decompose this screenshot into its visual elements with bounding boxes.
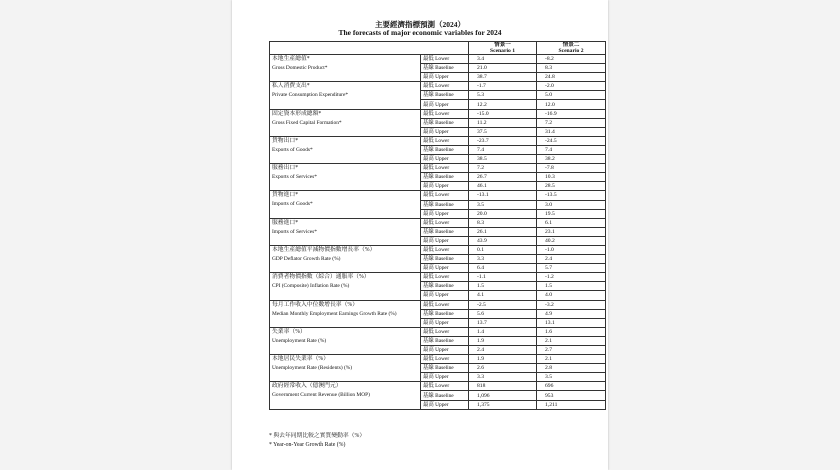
scenario1-value: 5.3 — [469, 91, 537, 100]
scenario1-value: -15.0 — [469, 109, 537, 118]
scenario2-value: -1.0 — [537, 245, 606, 254]
variable-cell — [270, 136, 421, 163]
variable-name-en: Unemployment Rate (Residents) (%) — [272, 365, 353, 372]
table-row — [270, 218, 606, 227]
variable-name-cn: 貨物進口* — [272, 192, 299, 199]
scenario1-value: 20.0 — [469, 209, 537, 218]
variable-name-en: Private Consumption Expenditure* — [272, 92, 349, 99]
table-row — [270, 55, 606, 64]
level-label: 最低 Lower — [421, 300, 469, 309]
page-title-cn: 主要經濟指標預測（2024） — [375, 20, 465, 29]
scenario2-value: 19.5 — [537, 209, 606, 218]
footnote-cn: * 與去年同期比較之實質變動率（%） — [269, 433, 366, 439]
table-row — [270, 82, 606, 91]
scenario1-value: 21.0 — [469, 64, 537, 73]
level-label: 最低 Lower — [421, 191, 469, 200]
variable-cell — [270, 245, 421, 272]
variable-name-cn: 貨物出口* — [272, 137, 299, 144]
variable-name-cn: 固定資本形成總額* — [272, 110, 322, 117]
variable-cell — [270, 164, 421, 191]
variable-name-cn: 服務出口* — [272, 165, 299, 172]
level-label: 基線 Baseline — [421, 173, 469, 182]
document-page — [232, 0, 608, 470]
scenario1-value: 11.2 — [469, 118, 537, 127]
level-label: 最高 Upper — [421, 346, 469, 355]
level-label: 最低 Lower — [421, 273, 469, 282]
scenario2-value: 1,211 — [537, 400, 606, 409]
scenario2-value: -13.5 — [537, 191, 606, 200]
level-label: 最高 Upper — [421, 155, 469, 164]
footnotes — [269, 432, 365, 450]
table-row — [270, 164, 606, 173]
level-label: 基線 Baseline — [421, 200, 469, 209]
variable-cell — [270, 109, 421, 136]
variable-name-cn: 每月工作收入中位數增長率（%） — [272, 301, 358, 308]
level-label: 最低 Lower — [421, 355, 469, 364]
level-label: 最低 Lower — [421, 327, 469, 336]
level-label: 最低 Lower — [421, 82, 469, 91]
table-row — [270, 327, 606, 336]
scenario1-value: 2.4 — [469, 346, 537, 355]
variable-cell — [270, 273, 421, 300]
scenario1-value: 38.7 — [469, 73, 537, 82]
scenario1-value: 3.3 — [469, 373, 537, 382]
footnote-en: * Year-on-Year Growth Rate (%) — [269, 442, 346, 448]
scenario2-value: -7.8 — [537, 164, 606, 173]
variable-name-en: Government Current Revenue (Billion MOP) — [272, 392, 370, 399]
scenario1-value: 3.3 — [469, 255, 537, 264]
level-label: 基線 Baseline — [421, 145, 469, 154]
level-label: 最低 Lower — [421, 55, 469, 64]
variable-cell — [270, 191, 421, 218]
scenario1-value: 12.2 — [469, 100, 537, 109]
scenario1-value: -13.1 — [469, 191, 537, 200]
scenario2-value: 23.1 — [537, 227, 606, 236]
scenario2-value: 7.2 — [537, 118, 606, 127]
scenario2-value: 13.1 — [537, 318, 606, 327]
variable-name-cn: 本地居民失業率（%） — [272, 356, 330, 363]
scenario1-value: 7.4 — [469, 145, 537, 154]
scenario1-value: 13.7 — [469, 318, 537, 327]
table-row — [270, 273, 606, 282]
scenario1-value: 8.3 — [469, 218, 537, 227]
forecast-table-wrapper — [269, 41, 605, 410]
scenario2-value: 2.7 — [537, 346, 606, 355]
variable-cell — [270, 355, 421, 382]
scenario2-value: 40.2 — [537, 236, 606, 245]
variable-cell — [270, 382, 421, 409]
table-body — [270, 55, 606, 410]
variable-name-en: Unemployment Rate (%) — [272, 337, 327, 344]
level-label: 基線 Baseline — [421, 336, 469, 345]
scenario1-value: 7.2 — [469, 164, 537, 173]
scenario2-value: -16.9 — [537, 109, 606, 118]
scenario1-value: 3.4 — [469, 55, 537, 64]
scenario1-value: -23.7 — [469, 136, 537, 145]
scenario2-value: 1.5 — [537, 282, 606, 291]
scenario1-value: 2.6 — [469, 364, 537, 373]
level-label: 基線 Baseline — [421, 255, 469, 264]
scenario2-value: 5.0 — [537, 91, 606, 100]
scenario2-value: -24.5 — [537, 136, 606, 145]
variable-name-cn: 本地生產總值* — [272, 56, 310, 62]
level-label: 最高 Upper — [421, 127, 469, 136]
scenario2-value: 7.4 — [537, 145, 606, 154]
scenario2-value: 4.0 — [537, 291, 606, 300]
scenario1-value: 38.5 — [469, 155, 537, 164]
level-label: 最高 Upper — [421, 100, 469, 109]
variable-name-en: GDP Deflator Growth Rate (%) — [272, 255, 341, 262]
scenario1-value: 818 — [469, 382, 537, 391]
table-header-row — [270, 42, 606, 55]
scenario1-value: 1,375 — [469, 400, 537, 409]
header-empty-cell — [270, 42, 469, 55]
level-label: 最高 Upper — [421, 182, 469, 191]
scenario2-value: 12.0 — [537, 100, 606, 109]
scenario1-value: 43.9 — [469, 236, 537, 245]
scenario2-value: 28.5 — [537, 182, 606, 191]
variable-cell — [270, 218, 421, 245]
scenario2-value: 1.6 — [537, 327, 606, 336]
scenario2-value: 2.1 — [537, 355, 606, 364]
scenario1-value: 1.9 — [469, 336, 537, 345]
header-scenario2-cn: 情景二 — [562, 42, 580, 48]
level-label: 最高 Upper — [421, 291, 469, 300]
scenario1-value: -1.7 — [469, 82, 537, 91]
header-scenario2 — [537, 42, 606, 55]
variable-cell — [270, 82, 421, 109]
header-scenario2-en: Scenario 2 — [558, 48, 584, 54]
variable-name-cn: 政府經常收入（億澳門元） — [272, 383, 342, 390]
level-label: 最低 Lower — [421, 136, 469, 145]
scenario2-value: -1.2 — [537, 273, 606, 282]
scenario2-value: 10.3 — [537, 173, 606, 182]
variable-name-en: Median Monthly Employment Earnings Growth Rate (%) — [272, 310, 397, 317]
level-label: 基線 Baseline — [421, 364, 469, 373]
variable-name-en: Imports of Goods* — [272, 201, 313, 208]
scenario2-value: 8.3 — [537, 64, 606, 73]
level-label: 基線 Baseline — [421, 282, 469, 291]
scenario1-value: 1.4 — [469, 327, 537, 336]
level-label: 最低 Lower — [421, 245, 469, 254]
variable-name-en: Gross Fixed Capital Formation* — [272, 119, 342, 126]
scenario2-value: 31.4 — [537, 127, 606, 136]
scenario1-value: 1.9 — [469, 355, 537, 364]
page-title-en: The forecasts of major economic variables for 2024 — [338, 28, 502, 37]
scenario2-value: 6.1 — [537, 218, 606, 227]
table-row — [270, 382, 606, 391]
table-row — [270, 136, 606, 145]
variable-name-en: Exports of Services* — [272, 174, 317, 181]
level-label: 最低 Lower — [421, 218, 469, 227]
level-label: 最低 Lower — [421, 382, 469, 391]
scenario2-value: 696 — [537, 382, 606, 391]
level-label: 基線 Baseline — [421, 118, 469, 127]
variable-cell — [270, 300, 421, 327]
scenario1-value: 1.5 — [469, 282, 537, 291]
scenario1-value: 37.5 — [469, 127, 537, 136]
scenario1-value: 26.1 — [469, 227, 537, 236]
forecast-table — [269, 41, 606, 410]
scenario1-value: 46.1 — [469, 182, 537, 191]
scenario1-value: 3.5 — [469, 200, 537, 209]
variable-name-en: Imports of Services* — [272, 228, 317, 235]
scenario2-value: 2.1 — [537, 336, 606, 345]
scenario2-value: -2.0 — [537, 82, 606, 91]
level-label: 基線 Baseline — [421, 391, 469, 400]
scenario1-value: -2.5 — [469, 300, 537, 309]
variable-name-en: CPI (Composite) Inflation Rate (%) — [272, 283, 350, 290]
scenario2-value: -8.2 — [537, 55, 606, 64]
scenario1-value: 1,096 — [469, 391, 537, 400]
level-label: 基線 Baseline — [421, 309, 469, 318]
scenario1-value: 26.7 — [469, 173, 537, 182]
variable-name-cn: 本地生產總值平減物價指數增長率（%） — [272, 246, 376, 253]
scenario2-value: 953 — [537, 391, 606, 400]
variable-name-cn: 失業率（%） — [272, 328, 306, 335]
table-row — [270, 109, 606, 118]
scenario1-value: 6.4 — [469, 264, 537, 273]
header-scenario1-cn: 情景一 — [494, 42, 511, 48]
header-scenario1-en: Scenario 1 — [489, 48, 515, 54]
level-label: 最低 Lower — [421, 109, 469, 118]
level-label: 基線 Baseline — [421, 227, 469, 236]
scenario1-value: -1.1 — [469, 273, 537, 282]
level-label: 最高 Upper — [421, 236, 469, 245]
scenario2-value: 24.8 — [537, 73, 606, 82]
level-label: 最高 Upper — [421, 209, 469, 218]
level-label: 最高 Upper — [421, 318, 469, 327]
scenario2-value: 5.7 — [537, 264, 606, 273]
variable-name-cn: 服務進口* — [272, 219, 299, 226]
scenario1-value: 0.1 — [469, 245, 537, 254]
variable-name-cn: 私人消費支出* — [272, 83, 310, 90]
scenario2-value: 3.0 — [537, 200, 606, 209]
level-label: 基線 Baseline — [421, 91, 469, 100]
scenario2-value: 38.2 — [537, 155, 606, 164]
level-label: 最高 Upper — [421, 73, 469, 82]
scenario2-value: -3.2 — [537, 300, 606, 309]
table-row — [270, 355, 606, 364]
variable-name-en: Gross Domestic Product* — [272, 65, 328, 71]
scenario2-value: 4.9 — [537, 309, 606, 318]
variable-cell — [270, 327, 421, 354]
table-row — [270, 300, 606, 309]
table-row — [270, 245, 606, 254]
table-row — [270, 191, 606, 200]
variable-cell — [270, 55, 421, 82]
scenario2-value: 2.8 — [537, 364, 606, 373]
level-label: 最低 Lower — [421, 164, 469, 173]
variable-name-cn: 消費者物價指數（綜合）通脹率（%） — [272, 274, 370, 281]
level-label: 最高 Upper — [421, 264, 469, 273]
variable-name-en: Exports of Goods* — [272, 146, 313, 153]
scenario2-value: 3.5 — [537, 373, 606, 382]
header-scenario1 — [469, 42, 537, 55]
scenario2-value: 2.4 — [537, 255, 606, 264]
level-label: 最高 Upper — [421, 373, 469, 382]
level-label: 基線 Baseline — [421, 64, 469, 73]
scenario1-value: 5.6 — [469, 309, 537, 318]
level-label: 最高 Upper — [421, 400, 469, 409]
scenario1-value: 4.1 — [469, 291, 537, 300]
